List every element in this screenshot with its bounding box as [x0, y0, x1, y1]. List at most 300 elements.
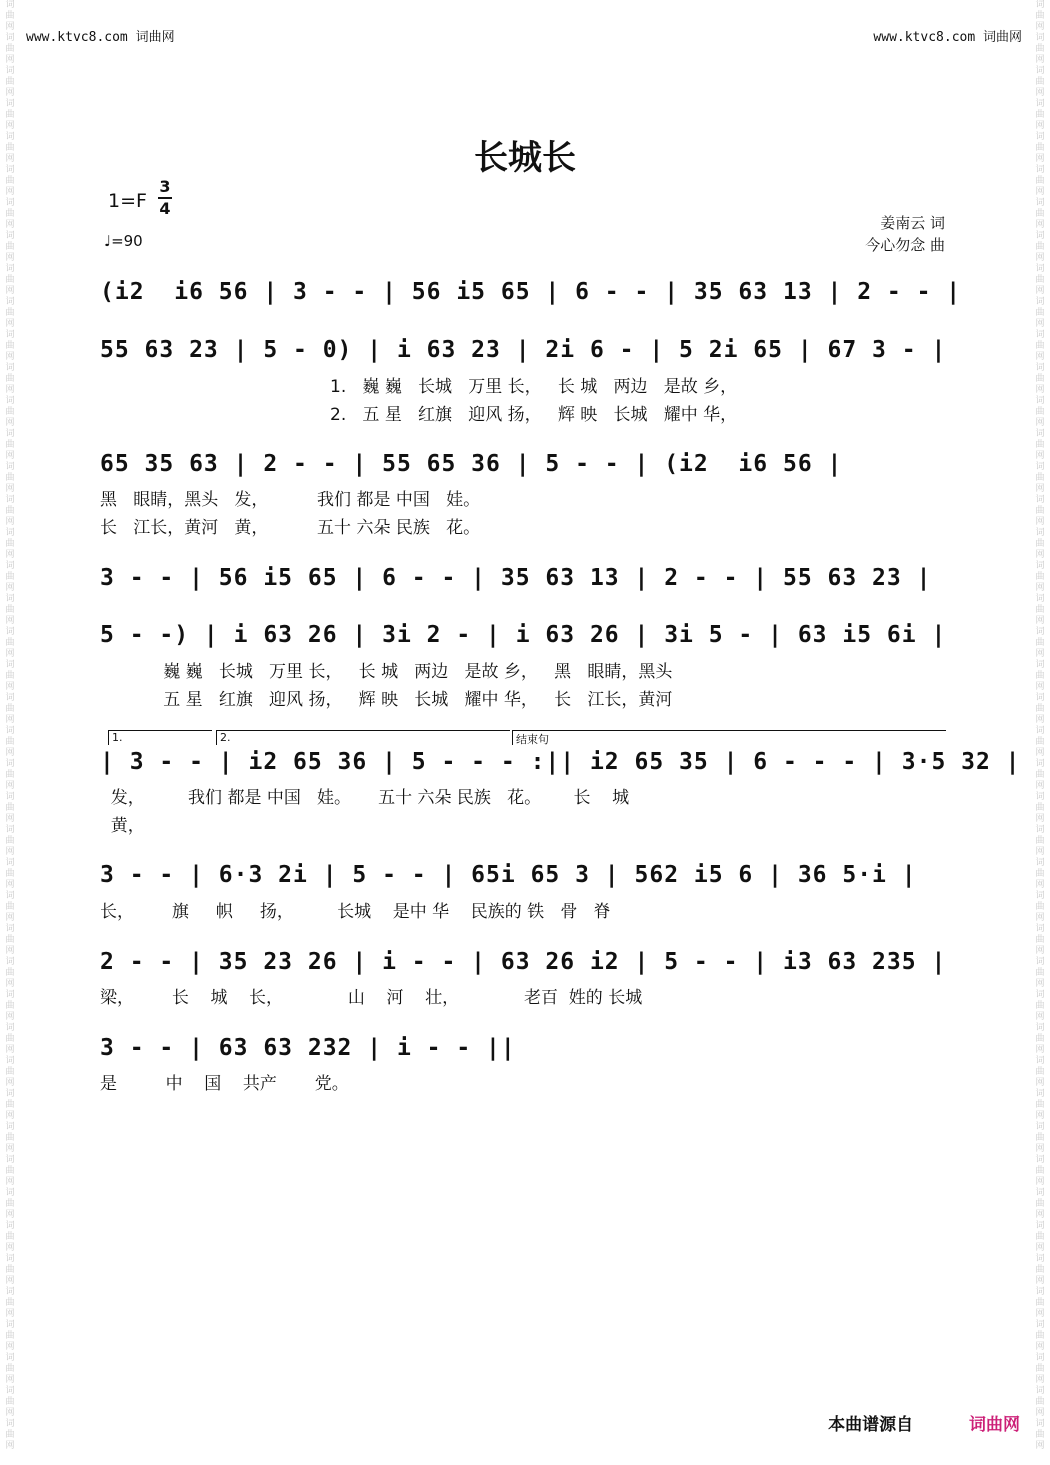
watermark-char: 网 [5, 1342, 15, 1352]
watermark-char: 词 [5, 1386, 15, 1396]
watermark-char: 词 [1035, 363, 1045, 373]
watermark-char: 网 [5, 913, 15, 923]
watermark-char: 曲 [5, 506, 15, 516]
watermark-char: 网 [1035, 1375, 1045, 1385]
watermark-char: 曲 [5, 407, 15, 417]
watermark-char: 曲 [1035, 869, 1045, 879]
watermark-char: 词 [1035, 33, 1045, 43]
watermark-char: 词 [5, 924, 15, 934]
watermark-char: 曲 [1035, 275, 1045, 285]
watermark-char: 曲 [1035, 968, 1045, 978]
time-signature-top: 3 [159, 177, 171, 196]
watermark-char: 曲 [5, 1001, 15, 1011]
watermark-char: 曲 [5, 539, 15, 549]
watermark-char: 网 [1035, 682, 1045, 692]
watermark-char: 词 [5, 1089, 15, 1099]
watermark-char: 词 [1035, 858, 1045, 868]
watermark-char: 网 [1035, 1045, 1045, 1055]
watermark-char: 曲 [1035, 77, 1045, 87]
volta-2: 2. [216, 730, 510, 745]
source-footer [828, 1410, 1020, 1435]
watermark-char: 曲 [5, 209, 15, 219]
watermark-char: 网 [1035, 1276, 1045, 1286]
watermark-char: 网 [1035, 979, 1045, 989]
watermark-char: 曲 [1035, 176, 1045, 186]
watermark-char: 词 [1035, 429, 1045, 439]
watermark-char: 网 [5, 781, 15, 791]
watermark-char: 网 [1035, 649, 1045, 659]
watermark-char: 词 [1035, 330, 1045, 340]
watermark-char: 曲 [1035, 1166, 1045, 1176]
watermark-char: 词 [1035, 1056, 1045, 1066]
header-left-site[interactable]: www.ktvc8.com 词曲网 [26, 30, 175, 45]
watermark-char: 曲 [1035, 737, 1045, 747]
score-line-1: (i2 i6 56 | 3 - - | 56 i5 65 | 6 - - | 35 63 13 | 2 - - | [100, 279, 962, 305]
watermark-char: 词 [5, 495, 15, 505]
watermark-char: 曲 [5, 671, 15, 681]
watermark-char: 词 [1035, 1023, 1045, 1033]
watermark-char: 网 [1035, 253, 1045, 263]
watermark-char: 词 [1035, 693, 1045, 703]
watermark-char: 曲 [1035, 1199, 1045, 1209]
watermark-char: 词 [1035, 495, 1045, 505]
watermark-char: 曲 [5, 836, 15, 846]
watermark-char: 网 [1035, 814, 1045, 824]
watermark-char: 词 [5, 693, 15, 703]
watermark-char: 词 [5, 330, 15, 340]
watermark-char: 词 [5, 1419, 15, 1429]
watermark-char: 曲 [5, 1067, 15, 1077]
watermark-char: 网 [5, 1078, 15, 1088]
watermark-char: 曲 [5, 275, 15, 285]
watermark-char: 词 [1035, 1188, 1045, 1198]
watermark-char: 网 [5, 814, 15, 824]
watermark-char: 曲 [5, 770, 15, 780]
volta-1: 1. [108, 730, 212, 745]
watermark-char: 词 [5, 231, 15, 241]
watermark-char: 词 [1035, 396, 1045, 406]
watermark-char: 词 [5, 0, 15, 10]
watermark-char: 曲 [1035, 506, 1045, 516]
watermark-char: 网 [1035, 88, 1045, 98]
watermark-char: 词 [1035, 660, 1045, 670]
watermark-char: 词 [1035, 165, 1045, 175]
lyric-line-5a: 巍 巍 长城 万里 长， 长 城 两边 是故 乡， 黑 眼睛，黑头 [120, 662, 673, 682]
watermark-char: 网 [5, 286, 15, 296]
watermark-char: 词 [1035, 1221, 1045, 1231]
watermark-char: 网 [1035, 1210, 1045, 1220]
watermark-char: 网 [5, 847, 15, 857]
watermark-char: 网 [1035, 550, 1045, 560]
watermark-char: 曲 [5, 473, 15, 483]
watermark-char: 词 [1035, 1155, 1045, 1165]
watermark-char: 词 [5, 726, 15, 736]
watermark-char: 词 [5, 858, 15, 868]
score-line-5: 5 - -) | i 63 26 | 3i 2 - | i 63 26 | 3i 5 - | 63 i5 6i | [100, 622, 947, 648]
watermark-char: 词 [1035, 297, 1045, 307]
ending-phrase-bracket: 结束句 [512, 730, 946, 745]
watermark-char: 网 [1035, 385, 1045, 395]
score-line-2: 55 63 23 | 5 - 0) | i 63 23 | 2i 6 - | 5 2i 65 | 67 3 - | [100, 337, 947, 363]
lyric-line-2b: 2. 五 星 红旗 迎风 扬， 辉 映 长城 耀中 华， [330, 405, 738, 425]
watermark-char: 网 [1035, 121, 1045, 131]
watermark-char: 曲 [1035, 1364, 1045, 1374]
watermark-char: 网 [1035, 484, 1045, 494]
watermark-char: 网 [5, 550, 15, 560]
watermark-char: 曲 [1035, 1430, 1045, 1440]
score-line-7: 3 - - | 6·3 2i | 5 - - | 65i 65 3 | 562 i5 6 | 36 5·i | [100, 862, 917, 888]
watermark-char: 曲 [1035, 704, 1045, 714]
watermark-char: 网 [1035, 451, 1045, 461]
watermark-char: 曲 [1035, 1331, 1045, 1341]
watermark-char: 网 [5, 1111, 15, 1121]
watermark-char: 网 [1035, 55, 1045, 65]
watermark-char: 曲 [5, 374, 15, 384]
watermark-char: 词 [1035, 825, 1045, 835]
watermark-char: 曲 [1035, 110, 1045, 120]
watermark-char: 词 [5, 462, 15, 472]
watermark-char: 网 [1035, 583, 1045, 593]
watermark-char: 曲 [1035, 374, 1045, 384]
watermark-char: 词 [5, 627, 15, 637]
watermark-char: 曲 [1035, 770, 1045, 780]
score-line-3: 65 35 63 | 2 - - | 55 65 36 | 5 - - | (i2 i6 56 | [100, 451, 843, 477]
watermark-char: 曲 [5, 1265, 15, 1275]
watermark-char: 词 [1035, 957, 1045, 967]
watermark-char: 词 [1035, 231, 1045, 241]
watermark-char: 网 [1035, 319, 1045, 329]
watermark-char: 词 [5, 528, 15, 538]
watermark-char: 网 [5, 1177, 15, 1187]
watermark-char: 曲 [5, 605, 15, 615]
watermark-char: 曲 [5, 803, 15, 813]
watermark-char: 词 [5, 66, 15, 76]
watermark-char: 词 [1035, 1419, 1045, 1429]
watermark-char: 网 [1035, 154, 1045, 164]
watermark-char: 网 [1035, 1177, 1045, 1187]
watermark-char: 网 [5, 748, 15, 758]
credits [865, 212, 945, 256]
watermark-char: 网 [1035, 1078, 1045, 1088]
watermark-char: 网 [1035, 220, 1045, 230]
watermark-char: 曲 [1035, 1100, 1045, 1110]
watermark-char: 曲 [5, 1232, 15, 1242]
header-right-site[interactable]: www.ktvc8.com 词曲网 [873, 30, 1022, 45]
watermark-char: 曲 [5, 968, 15, 978]
watermark-char: 曲 [1035, 440, 1045, 450]
watermark-char: 曲 [5, 44, 15, 54]
watermark-char: 网 [1035, 748, 1045, 758]
watermark-char: 曲 [5, 572, 15, 582]
watermark-char: 网 [5, 946, 15, 956]
watermark-char: 词 [5, 1353, 15, 1363]
watermark-char: 词 [5, 1221, 15, 1231]
watermark-char: 词 [5, 594, 15, 604]
watermark-char: 词 [5, 132, 15, 142]
watermark-char: 网 [1035, 715, 1045, 725]
watermark-char: 词 [1035, 66, 1045, 76]
watermark-char: 网 [5, 1441, 15, 1451]
watermark-char: 词 [5, 1023, 15, 1033]
watermark-char: 网 [1035, 286, 1045, 296]
watermark-char: 曲 [5, 242, 15, 252]
watermark-char: 网 [5, 880, 15, 890]
watermark-char: 词 [5, 825, 15, 835]
watermark-char: 网 [1035, 22, 1045, 32]
watermark-char: 网 [1035, 781, 1045, 791]
watermark-char: 词 [5, 33, 15, 43]
watermark-char: 曲 [1035, 671, 1045, 681]
watermark-char: 网 [5, 1276, 15, 1286]
watermark-char: 曲 [1035, 1232, 1045, 1242]
watermark-char: 曲 [1035, 341, 1045, 351]
watermark-char: 曲 [1035, 638, 1045, 648]
key-signature: 1=F [108, 190, 147, 212]
watermark-char: 网 [5, 154, 15, 164]
watermark-char: 网 [5, 1144, 15, 1154]
watermark-char: 词 [1035, 792, 1045, 802]
watermark-char: 网 [5, 55, 15, 65]
watermark-char: 网 [1035, 187, 1045, 197]
watermark-char: 网 [5, 1408, 15, 1418]
watermark-char: 网 [1035, 1408, 1045, 1418]
watermark-char: 曲 [1035, 803, 1045, 813]
watermark-char: 词 [5, 891, 15, 901]
tempo-marking: ♩=90 [104, 232, 143, 250]
watermark-char: 词 [1035, 1320, 1045, 1330]
lyric-line-2a: 1. 巍 巍 长城 万里 长， 长 城 两边 是故 乡， [330, 377, 738, 397]
watermark-char: 词 [1035, 1254, 1045, 1264]
watermark-char: 曲 [5, 176, 15, 186]
watermark-char: 词 [5, 561, 15, 571]
watermark-char: 词 [5, 1320, 15, 1330]
watermark-char: 词 [5, 990, 15, 1000]
watermark-char: 词 [5, 759, 15, 769]
watermark-char: 网 [5, 583, 15, 593]
watermark-char: 曲 [5, 1199, 15, 1209]
watermark-char: 曲 [1035, 209, 1045, 219]
watermark-char: 词 [1035, 1089, 1045, 1099]
watermark-char: 词 [1035, 627, 1045, 637]
watermark-char: 曲 [1035, 935, 1045, 945]
watermark-char: 词 [1035, 561, 1045, 571]
watermark-char: 网 [5, 253, 15, 263]
watermark-char: 曲 [1035, 143, 1045, 153]
watermark-char: 网 [1035, 880, 1045, 890]
song-title: 长城长 [474, 138, 576, 178]
watermark-char: 曲 [1035, 605, 1045, 615]
watermark-char: 网 [1035, 1012, 1045, 1022]
watermark-char: 词 [1035, 1386, 1045, 1396]
watermark-char: 词 [5, 957, 15, 967]
watermark-char: 网 [5, 451, 15, 461]
watermark-char: 网 [5, 88, 15, 98]
watermark-char: 网 [1035, 1441, 1045, 1451]
watermark-char: 曲 [5, 1133, 15, 1143]
score-line-6: | 3 - - | i2 65 36 | 5 - - - :|| i2 65 35 | 6 - - - | 3·5 32 | [100, 749, 1021, 775]
lyric-line-9: 是 中 国 共产 党。 [100, 1074, 349, 1094]
watermark-char: 词 [1035, 1122, 1045, 1132]
watermark-char: 曲 [1035, 1133, 1045, 1143]
watermark-char: 曲 [1035, 539, 1045, 549]
watermark-char: 曲 [5, 902, 15, 912]
watermark-char: 曲 [1035, 11, 1045, 21]
watermark-char: 曲 [1035, 1067, 1045, 1077]
lyric-line-6b: 黄， [100, 816, 145, 836]
watermark-char: 曲 [1035, 242, 1045, 252]
watermark-char: 网 [1035, 1144, 1045, 1154]
watermark-char: 词 [5, 1254, 15, 1264]
lyric-line-5b: 五 星 红旗 迎风 扬， 辉 映 长城 耀中 华， 长 江长，黄河 [120, 690, 673, 710]
watermark-char: 曲 [5, 1034, 15, 1044]
right-watermark-strip [1032, 0, 1048, 1465]
watermark-char: 网 [1035, 1342, 1045, 1352]
watermark-char: 词 [5, 396, 15, 406]
watermark-char: 词 [1035, 0, 1045, 10]
watermark-char: 网 [5, 1243, 15, 1253]
watermark-char: 曲 [5, 1331, 15, 1341]
watermark-char: 词 [1035, 594, 1045, 604]
watermark-char: 曲 [5, 77, 15, 87]
watermark-char: 曲 [1035, 44, 1045, 54]
lyric-line-3a: 黑 眼睛，黑头 发， 我们 都是 中国 娃。 [100, 490, 481, 510]
watermark-char: 词 [1035, 759, 1045, 769]
watermark-char: 曲 [5, 440, 15, 450]
watermark-char: 词 [5, 1122, 15, 1132]
watermark-char: 词 [1035, 198, 1045, 208]
watermark-char: 曲 [5, 1166, 15, 1176]
watermark-char: 网 [5, 352, 15, 362]
watermark-char: 曲 [1035, 836, 1045, 846]
watermark-char: 曲 [1035, 473, 1045, 483]
watermark-char: 网 [1035, 1243, 1045, 1253]
watermark-char: 网 [5, 121, 15, 131]
watermark-char: 词 [1035, 726, 1045, 736]
watermark-char: 网 [5, 484, 15, 494]
watermark-char: 网 [5, 385, 15, 395]
watermark-char: 词 [5, 264, 15, 274]
watermark-char: 网 [5, 187, 15, 197]
watermark-char: 词 [1035, 462, 1045, 472]
watermark-char: 曲 [5, 11, 15, 21]
time-signature [158, 178, 172, 218]
watermark-char: 网 [1035, 847, 1045, 857]
watermark-char: 网 [1035, 352, 1045, 362]
watermark-char: 词 [5, 1287, 15, 1297]
watermark-char: 词 [5, 297, 15, 307]
watermark-char: 网 [5, 220, 15, 230]
watermark-char: 曲 [5, 1298, 15, 1308]
watermark-char: 词 [1035, 132, 1045, 142]
watermark-char: 网 [5, 616, 15, 626]
watermark-char: 词 [1035, 924, 1045, 934]
watermark-char: 曲 [1035, 1298, 1045, 1308]
lyric-line-3b: 长 江长，黄河 黄， 五十 六朵 民族 花。 [100, 518, 481, 538]
watermark-char: 曲 [1035, 572, 1045, 582]
footer-brand-link[interactable]: 词曲网 [969, 1415, 1020, 1435]
watermark-char: 词 [1035, 264, 1045, 274]
watermark-char: 网 [1035, 913, 1045, 923]
watermark-char: 曲 [5, 1364, 15, 1374]
watermark-char: 词 [1035, 1287, 1045, 1297]
watermark-char: 曲 [5, 308, 15, 318]
watermark-char: 曲 [5, 737, 15, 747]
watermark-char: 词 [5, 792, 15, 802]
watermark-char: 词 [1035, 1353, 1045, 1363]
score-line-8: 2 - - | 35 23 26 | i - - | 63 26 i2 | 5 - - | i3 63 235 | [100, 949, 947, 975]
watermark-char: 曲 [5, 1397, 15, 1407]
watermark-char: 网 [5, 979, 15, 989]
watermark-char: 网 [5, 1210, 15, 1220]
watermark-char: 网 [1035, 1309, 1045, 1319]
watermark-char: 曲 [5, 341, 15, 351]
watermark-char: 曲 [5, 869, 15, 879]
time-signature-bottom: 4 [159, 199, 171, 218]
watermark-char: 网 [5, 1375, 15, 1385]
watermark-char: 网 [5, 649, 15, 659]
watermark-char: 网 [1035, 616, 1045, 626]
watermark-char: 曲 [1035, 407, 1045, 417]
watermark-char: 曲 [1035, 1034, 1045, 1044]
watermark-char: 曲 [1035, 1265, 1045, 1275]
watermark-char: 曲 [5, 704, 15, 714]
score-line-4: 3 - - | 56 i5 65 | 6 - - | 35 63 13 | 2 - - | 55 63 23 | [100, 565, 932, 591]
left-watermark-strip [2, 0, 18, 1465]
watermark-char: 曲 [5, 638, 15, 648]
lyric-line-6a: 发， 我们 都是 中国 娃。 五十 六朵 民族 花。 长 城 [100, 788, 630, 808]
watermark-char: 曲 [5, 935, 15, 945]
watermark-char: 曲 [1035, 1397, 1045, 1407]
watermark-char: 曲 [5, 1100, 15, 1110]
watermark-char: 网 [5, 715, 15, 725]
watermark-char: 曲 [1035, 1001, 1045, 1011]
lyric-line-8: 梁， 长 城 长， 山 河 壮， 老百 姓的 长城 [100, 988, 643, 1008]
composer: 今心勿念 曲 [865, 236, 945, 254]
watermark-char: 曲 [5, 1430, 15, 1440]
watermark-char: 词 [1035, 528, 1045, 538]
watermark-char: 词 [5, 363, 15, 373]
watermark-char: 网 [5, 319, 15, 329]
watermark-char: 曲 [1035, 308, 1045, 318]
watermark-char: 网 [1035, 1111, 1045, 1121]
watermark-char: 词 [5, 198, 15, 208]
watermark-char: 网 [5, 1045, 15, 1055]
watermark-char: 词 [5, 1056, 15, 1066]
watermark-char: 词 [5, 429, 15, 439]
watermark-char: 曲 [5, 143, 15, 153]
footer-label: 本曲谱源自 [828, 1415, 914, 1435]
watermark-char: 词 [5, 165, 15, 175]
watermark-char: 词 [1035, 99, 1045, 109]
watermark-char: 曲 [1035, 902, 1045, 912]
watermark-char: 曲 [5, 110, 15, 120]
watermark-char: 网 [5, 418, 15, 428]
watermark-char: 词 [5, 1155, 15, 1165]
watermark-char: 网 [5, 1012, 15, 1022]
watermark-char: 网 [1035, 946, 1045, 956]
watermark-char: 词 [5, 99, 15, 109]
watermark-char: 网 [5, 682, 15, 692]
lyric-line-7: 长， 旗 帜 扬， 长城 是中 华 民族的 铁 骨 脊 [100, 902, 611, 922]
watermark-char: 网 [5, 517, 15, 527]
watermark-char: 词 [5, 660, 15, 670]
watermark-char: 词 [1035, 990, 1045, 1000]
watermark-char: 词 [5, 1188, 15, 1198]
score-line-9: 3 - - | 63 63 232 | i - - || [100, 1035, 516, 1061]
watermark-char: 词 [1035, 891, 1045, 901]
watermark-char: 网 [1035, 517, 1045, 527]
watermark-char: 网 [5, 22, 15, 32]
